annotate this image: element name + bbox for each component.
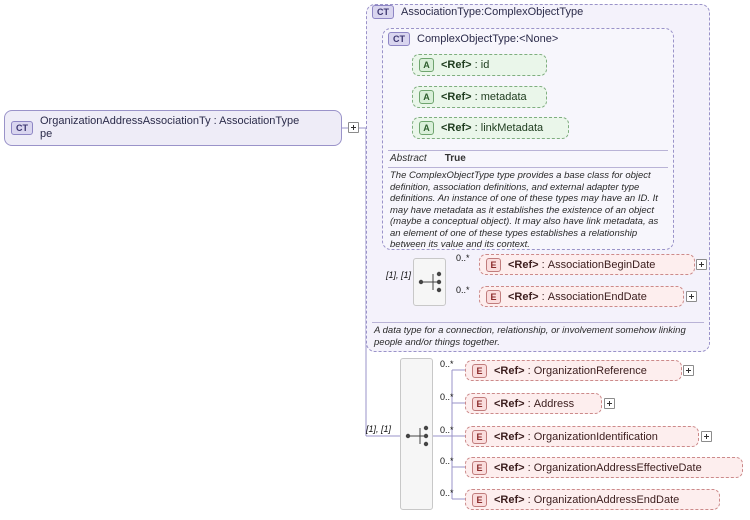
attribute-id-ref: <Ref> <box>441 59 472 71</box>
attribute-linkmetadata-name: linkMetadata <box>480 122 544 134</box>
expand-organization-identification[interactable] <box>701 431 712 442</box>
element-address-sep: : <box>524 397 534 410</box>
element-organization-identification-ref: <Ref> <box>494 430 525 443</box>
e-badge-organization-reference: E <box>472 364 487 378</box>
sequence-icon-association <box>413 258 446 306</box>
ct-badge-association: CT <box>372 5 394 19</box>
element-association-begin-date-sep: : <box>538 258 548 271</box>
abstract-label: Abstract <box>390 153 427 164</box>
root-expand-button[interactable] <box>348 122 359 133</box>
element-association-begin-date-ref: <Ref> <box>508 258 539 271</box>
root-name: OrganizationAddressAssociationTy <box>40 115 211 127</box>
complex-object-documentation: The ComplexObjectType type provides a base class for object definition, association definitions, and external adapter type definitions. An instance of one of these types may have an ID. It may have metadata as it establishes the existence of an object (maybe a conceptual object). It may also have link metadata, as an element of one of these types establishes a relationship between its value and its context. <box>390 170 659 250</box>
association-type-type: ComplexObjectType <box>484 6 584 18</box>
a-badge-id: A <box>419 58 434 72</box>
expand-association-end-date[interactable] <box>686 291 697 302</box>
element-organization-reference-sep: : <box>524 364 534 377</box>
element-organization-identification-sep: : <box>524 430 534 443</box>
element-organization-address-end-date-ref: <Ref> <box>494 493 525 506</box>
e-badge-address: E <box>472 397 487 411</box>
attribute-linkmetadata-node[interactable] <box>412 117 569 139</box>
element-organization-identification-name: OrganizationIdentification <box>533 430 658 443</box>
sequence-icon-main <box>400 358 433 510</box>
association-type-sep: : <box>481 6 485 18</box>
occurs-organization-identification: 0..* <box>440 425 454 435</box>
element-association-begin-date[interactable] <box>479 254 695 275</box>
element-address-name: Address <box>533 397 575 410</box>
e-badge-association-end-date: E <box>486 290 501 304</box>
root-sep: : <box>210 115 220 127</box>
element-organization-identification[interactable] <box>465 426 699 447</box>
a-badge-linkmetadata: A <box>419 121 434 135</box>
abstract-value: True <box>444 153 466 164</box>
complex-object-type-header[interactable] <box>388 32 558 46</box>
e-badge-organization-address-end-date: E <box>472 493 487 507</box>
e-badge-organization-identification: E <box>472 430 487 444</box>
occurs-organization-address-effective-date: 0..* <box>440 456 454 466</box>
element-address-ref: <Ref> <box>494 397 525 410</box>
attribute-linkmetadata-sep: : <box>471 122 481 134</box>
occurs-organization-reference: 0..* <box>440 359 454 369</box>
element-association-end-date[interactable] <box>479 286 684 307</box>
attribute-id-node[interactable] <box>412 54 547 76</box>
element-association-begin-date-name: AssociationBeginDate <box>547 258 656 271</box>
expand-association-begin-date[interactable] <box>696 259 707 270</box>
association-type-documentation: A data type for a connection, relationship, or involvement somehow linking people and/or things together. <box>374 325 686 348</box>
element-organization-address-effective-date-ref: <Ref> <box>494 461 525 474</box>
occurs-association-begin-date: 0..* <box>456 253 470 263</box>
association-doc-divider <box>372 322 704 323</box>
association-sequence-occurrence: [1], [1] <box>386 270 412 280</box>
abstract-divider-top <box>388 150 668 151</box>
occurs-association-end-date: 0..* <box>456 285 470 295</box>
element-organization-address-end-date-name: OrganizationAddressEndDate <box>533 493 680 506</box>
occurs-address: 0..* <box>440 392 454 402</box>
main-sequence-occurrence: [1], [1] <box>366 424 392 434</box>
attribute-id-sep: : <box>471 59 481 71</box>
element-organization-reference-name: OrganizationReference <box>533 364 647 377</box>
element-organization-address-effective-date-name: OrganizationAddressEffectiveDate <box>533 461 702 474</box>
root-complex-type-node[interactable] <box>4 110 342 146</box>
abstract-divider-bottom <box>388 167 668 168</box>
ct-badge-root: CT <box>11 121 33 135</box>
element-association-end-date-name: AssociationEndDate <box>547 290 647 303</box>
association-type-name: AssociationType <box>401 6 482 18</box>
element-organization-address-end-date-sep: : <box>524 493 534 506</box>
root-name-cont: pe <box>40 128 53 140</box>
expand-address[interactable] <box>604 398 615 409</box>
element-association-end-date-sep: : <box>538 290 548 303</box>
attribute-metadata-node[interactable] <box>412 86 547 108</box>
complex-object-type-sep: : <box>516 33 520 45</box>
complex-object-type-type: <None> <box>519 33 559 45</box>
attribute-metadata-ref: <Ref> <box>441 91 472 103</box>
attribute-linkmetadata-ref: <Ref> <box>441 122 472 134</box>
a-badge-metadata: A <box>419 90 434 104</box>
element-organization-reference[interactable] <box>465 360 682 381</box>
abstract-row <box>390 153 466 164</box>
attribute-id-name: id <box>480 59 490 71</box>
complex-object-type-name: ComplexObjectType <box>417 33 517 45</box>
attribute-metadata-name: metadata <box>480 91 527 103</box>
root-type: AssociationType <box>219 115 300 127</box>
element-organization-address-end-date[interactable] <box>465 489 720 510</box>
occurs-organization-address-end-date: 0..* <box>440 488 454 498</box>
ct-badge-complexobject: CT <box>388 32 410 46</box>
association-type-header[interactable] <box>372 5 583 19</box>
expand-organization-reference[interactable] <box>683 365 694 376</box>
element-organization-address-effective-date[interactable] <box>465 457 743 478</box>
element-organization-reference-ref: <Ref> <box>494 364 525 377</box>
e-badge-organization-address-effective-date: E <box>472 461 487 475</box>
element-address[interactable] <box>465 393 602 414</box>
e-badge-association-begin-date: E <box>486 258 501 272</box>
element-association-end-date-ref: <Ref> <box>508 290 539 303</box>
attribute-metadata-sep: : <box>471 91 481 103</box>
element-organization-address-effective-date-sep: : <box>524 461 534 474</box>
root-label <box>40 115 299 141</box>
